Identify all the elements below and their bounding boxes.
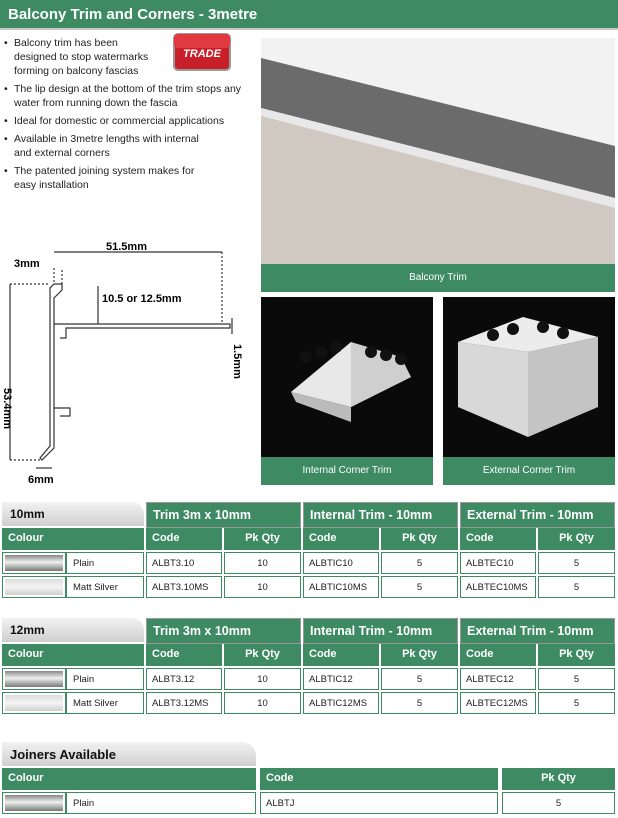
product-code: ALBTEC10MS xyxy=(460,576,536,598)
qty-header: Pk Qty xyxy=(538,528,615,550)
qty-header: Pk Qty xyxy=(224,528,301,550)
code-header: Code xyxy=(460,644,536,666)
product-code: ALBTJ xyxy=(260,792,498,814)
internal-corner-photo xyxy=(261,297,433,457)
colour-swatch-plain xyxy=(2,792,66,814)
qty-header: Pk Qty xyxy=(502,768,615,790)
table-12mm xyxy=(0,616,618,716)
dim-height: 10.5 or 12.5mm xyxy=(102,293,182,305)
product-code: ALBT3.12 xyxy=(146,668,222,690)
colour-label: Matt Silver xyxy=(66,576,144,598)
colour-swatch-matt-silver xyxy=(2,576,66,598)
product-code: ALBTEC12 xyxy=(460,668,536,690)
pack-qty: 5 xyxy=(381,668,458,690)
feature-item: • Available in 3metre lengths with internal and external corners xyxy=(4,132,219,160)
product-code: ALBTIC12MS xyxy=(303,692,379,714)
pack-qty: 5 xyxy=(381,576,458,598)
pack-qty: 5 xyxy=(381,692,458,714)
qty-header: Pk Qty xyxy=(538,644,615,666)
joiners-table xyxy=(0,740,618,818)
pack-qty: 5 xyxy=(381,552,458,574)
qty-header: Pk Qty xyxy=(381,528,458,550)
trade-badge xyxy=(172,32,232,72)
dim-tall: 53.4mm xyxy=(1,388,13,429)
colour-header: Colour xyxy=(2,644,144,666)
colour-label: Matt Silver xyxy=(66,692,144,714)
balcony-trim-photo xyxy=(261,38,615,264)
group-header-trim: Trim 3m x 10mm xyxy=(146,502,301,528)
external-corner-caption: External Corner Trim xyxy=(443,457,615,485)
product-code: ALBT3.12MS xyxy=(146,692,222,714)
code-header: Code xyxy=(303,644,379,666)
colour-swatch-plain xyxy=(2,552,66,574)
profile-diagram xyxy=(0,238,250,488)
group-header-external: External Trim - 10mm xyxy=(460,618,615,644)
dim-lip: 3mm xyxy=(14,258,40,270)
group-header-internal: Internal Trim - 10mm xyxy=(303,502,458,528)
table-10mm xyxy=(0,500,618,600)
feature-item: • The patented joining system makes for easy installation xyxy=(4,164,199,192)
qty-header: Pk Qty xyxy=(381,644,458,666)
feature-item: • Ideal for domestic or commercial applications xyxy=(4,114,244,128)
code-header: Code xyxy=(460,528,536,550)
product-code: ALBTIC10 xyxy=(303,552,379,574)
pack-qty: 5 xyxy=(538,668,615,690)
product-code: ALBTEC10 xyxy=(460,552,536,574)
group-header-internal: Internal Trim - 10mm xyxy=(303,618,458,644)
pack-qty: 10 xyxy=(224,576,301,598)
pack-qty: 5 xyxy=(538,552,615,574)
feature-item: • Balcony trim has been designed to stop watermarks forming on balcony fascias xyxy=(4,36,154,78)
pack-qty: 5 xyxy=(502,792,615,814)
product-code: ALBTEC12MS xyxy=(460,692,536,714)
colour-label: Plain xyxy=(66,668,144,690)
trade-badge-label: TRADE xyxy=(183,48,221,60)
pack-qty: 10 xyxy=(224,668,301,690)
dim-side: 1.5mm xyxy=(231,344,243,379)
group-header-trim: Trim 3m x 10mm xyxy=(146,618,301,644)
feature-item: • The lip design at the bottom of the trim stops any water from running down the fascia xyxy=(4,82,244,110)
table-tab-12mm: 12mm xyxy=(2,618,144,642)
pack-qty: 10 xyxy=(224,552,301,574)
code-header: Code xyxy=(146,528,222,550)
colour-label: Plain xyxy=(66,792,256,814)
pack-qty: 5 xyxy=(538,576,615,598)
dim-width: 51.5mm xyxy=(106,241,147,253)
qty-header: Pk Qty xyxy=(224,644,301,666)
product-code: ALBTIC10MS xyxy=(303,576,379,598)
product-code: ALBTIC12 xyxy=(303,668,379,690)
table-tab-10mm: 10mm xyxy=(2,502,144,526)
colour-header: Colour xyxy=(2,768,256,790)
colour-header: Colour xyxy=(2,528,144,550)
group-header-external: External Trim - 10mm xyxy=(460,502,615,528)
internal-corner-caption: Internal Corner Trim xyxy=(261,457,433,485)
product-code: ALBT3.10MS xyxy=(146,576,222,598)
dim-base: 6mm xyxy=(28,474,54,486)
code-header: Code xyxy=(146,644,222,666)
pack-qty: 5 xyxy=(538,692,615,714)
balcony-trim-caption: Balcony Trim xyxy=(261,264,615,292)
joiners-tab: Joiners Available xyxy=(2,742,256,766)
code-header: Code xyxy=(260,768,498,790)
colour-swatch-matt-silver xyxy=(2,692,66,714)
code-header: Code xyxy=(303,528,379,550)
page-title: Balcony Trim and Corners - 3metre xyxy=(0,0,618,30)
colour-label: Plain xyxy=(66,552,144,574)
pack-qty: 10 xyxy=(224,692,301,714)
external-corner-photo xyxy=(443,297,615,457)
colour-swatch-plain xyxy=(2,668,66,690)
product-code: ALBT3.10 xyxy=(146,552,222,574)
